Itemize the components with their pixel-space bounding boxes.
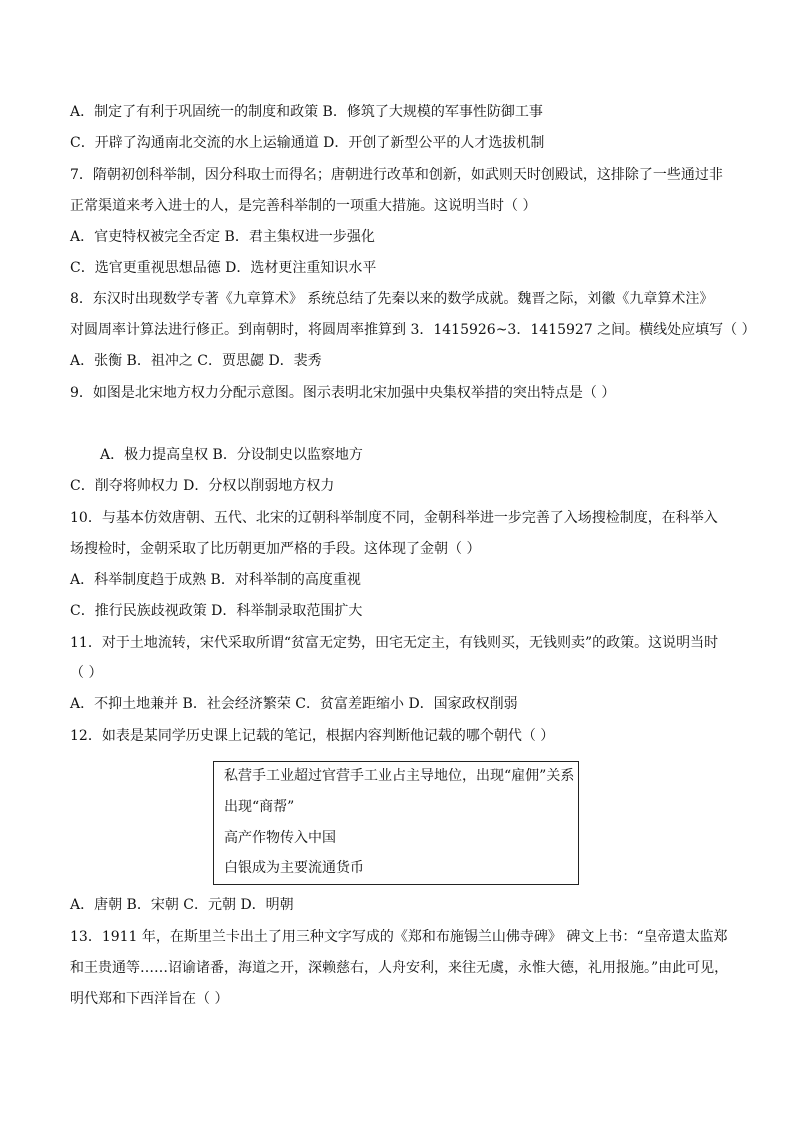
q11-stem-line1: 11．对于土地流转，宋代采取所谓“贫富无定势，田宅无定主，有钱则买，无钱则卖”的政策。这说明当时 xyxy=(70,635,719,651)
q9-stem-line1: 9．如图是北宋地方权力分配示意图。图示表明北宋加强中央集权举措的突出特点是（ ） xyxy=(70,385,616,401)
q9-options-ab: A．极力提高皇权 B．分设制史以监察地方 xyxy=(100,447,363,463)
q12-note-row: 出现“商帮” xyxy=(224,799,295,815)
q11-stem-line2: （ ） xyxy=(70,665,103,681)
q11-options: A．不抑土地兼并 B．社会经济繁荣 C．贫富差距缩小 D．国家政权削弱 xyxy=(70,696,518,712)
q8-stem-line2: 对圆周率计算法进行修正。到南朝时，将圆周率推算到 3．1415926~3．1415927 之间。横线处应填写（ ） xyxy=(70,322,756,338)
q8-options: A．张衡 B．祖冲之 C．贾思勰 D．裴秀 xyxy=(70,353,322,369)
q7-options-cd: C．选官更重视思想品德 D．选材更注重知识水平 xyxy=(70,260,377,276)
q10-options-cd: C．推行民族歧视政策 D．科举制录取范围扩大 xyxy=(70,603,363,619)
q7-stem-line1: 7．隋朝初创科举制，因分科取士而得名；唐朝进行改革和创新，如武则天时创殿试，这排除了一些通过非 xyxy=(70,167,723,183)
q13-stem-line2: 和王贵通等……诏谕诸番，海道之开，深赖慈右，人舟安利，来往无虞，永惟大德，礼用报施。”由此可见， xyxy=(70,960,729,976)
q10-stem-line2: 场搜检时，金朝采取了比历朝更加严格的手段。这体现了金朝（ ） xyxy=(70,541,481,557)
q13-stem-line3: 明代郑和下西洋旨在（ ） xyxy=(70,991,229,1007)
q6-options-cd: C．开辟了沟通南北交流的水上运输通道 D．开创了新型公平的人才选拔机制 xyxy=(70,135,545,151)
q12-options: A．唐朝 B．宋朝 C．元朝 D．明朝 xyxy=(70,897,294,913)
q8-stem-line1: 8．东汉时出现数学专著《九章算术》 系统总结了先秦以来的数学成就。魏晋之际，刘徽《九章算术注》 xyxy=(70,291,714,307)
q12-stem-line1: 12．如表是某同学历史课上记载的笔记，根据内容判断他记载的哪个朝代（ ） xyxy=(70,728,555,744)
q10-options-ab: A．科举制度趋于成熟 B．对科举制的高度重视 xyxy=(70,572,361,588)
q12-note-row: 白银成为主要流通货币 xyxy=(224,860,364,876)
q12-notes-table xyxy=(213,761,579,885)
q13-stem-line1: 13．1911 年，在斯里兰卡出土了用三种文字写成的《郑和布施锡兰山佛寺碑》 碑文上书：“皇帝遣太监郑 xyxy=(70,929,728,945)
q12-note-row: 私营手工业超过官营手工业占主导地位，出现“雇佣”关系 xyxy=(224,768,575,784)
q6-options-ab: A．制定了有利于巩固统一的制度和政策 B．修筑了大规模的军事性防御工事 xyxy=(70,104,543,120)
q7-options-ab: A．官吏特权被完全否定 B．君主集权进一步强化 xyxy=(70,229,375,245)
q12-note-row: 高产作物传入中国 xyxy=(224,830,336,846)
q9-options-cd: C．削夺将帅权力 D．分权以削弱地方权力 xyxy=(70,478,335,494)
q7-stem-line2: 正常渠道来考入进士的人，是完善科举制的一项重大措施。这说明当时（ ） xyxy=(70,198,537,214)
q10-stem-line1: 10．与基本仿效唐朝、五代、北宋的辽朝科举制度不同，金朝科举进一步完善了入场搜检制度，在科举入 xyxy=(70,510,718,526)
